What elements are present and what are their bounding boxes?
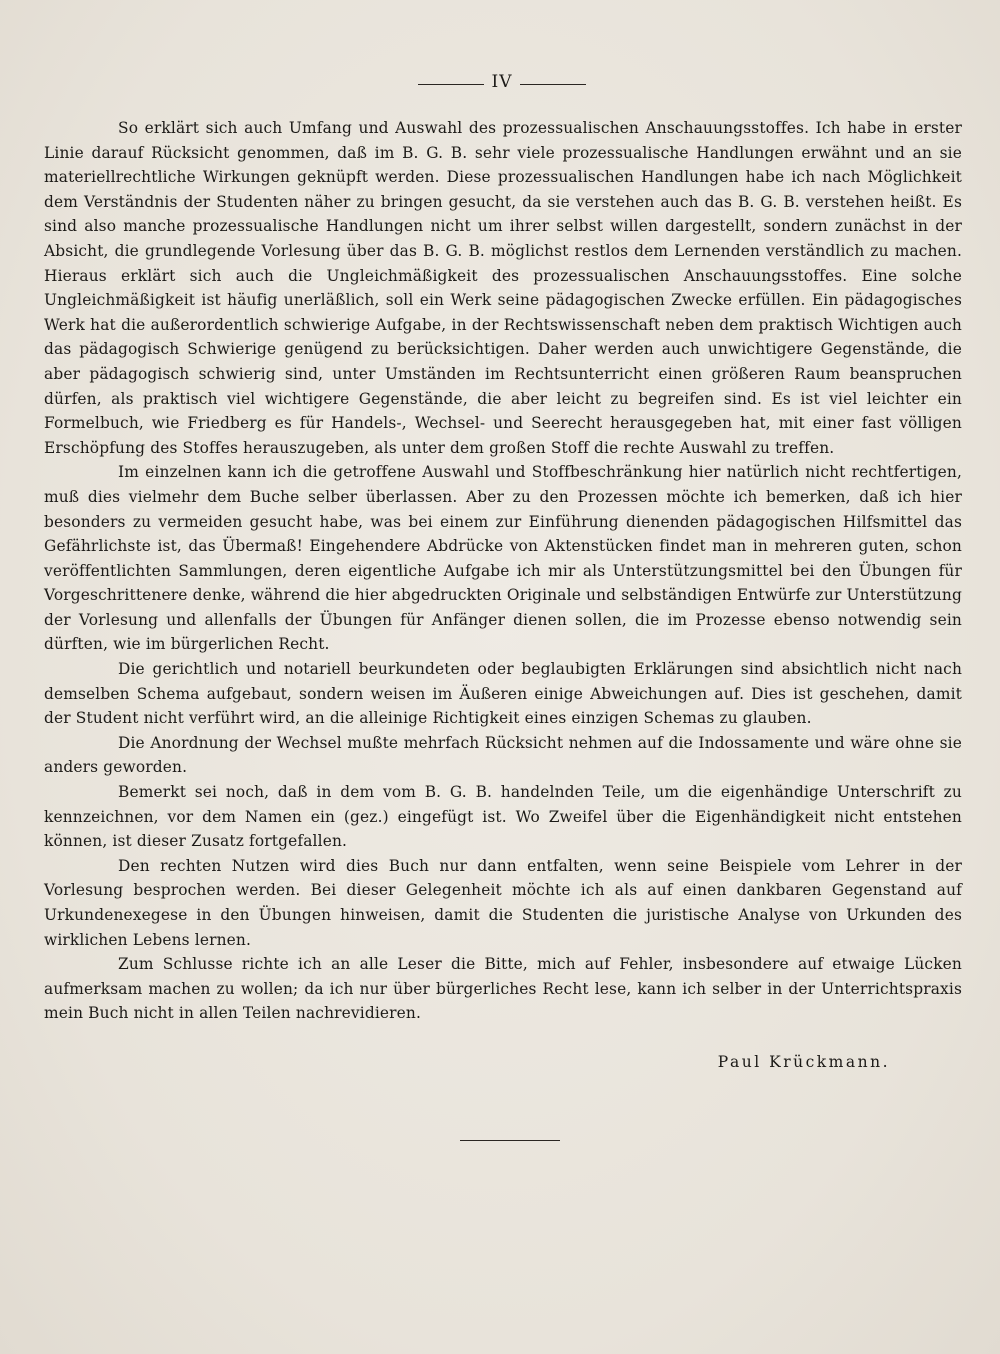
header-rule-left — [418, 84, 484, 85]
paragraph: Die gerichtlich und notariell beurkundeten oder beglaubigten Erklärungen sind absichtlich nicht nach demselben Schema aufgebaut, sondern weisen im Äußeren einige Abweichungen auf. Dies ist geschehen, damit der Student nicht verführt wird, an die alleinige Richtigkeit eines einzigen Schemas zu glauben. — [44, 660, 962, 728]
body-text — [44, 116, 962, 1026]
paragraph: Zum Schlusse richte ich an alle Leser die Bitte, mich auf Fehler, insbesondere auf etwaige Lücken aufmerksam machen zu wollen; da ich nur über bürgerliches Recht lese, kann ich selber in der Unterrichtspraxis mein Buch nicht in allen Teilen nachrevidieren. — [44, 955, 962, 1023]
page-number: IV — [491, 72, 513, 92]
paragraph: Bemerkt sei noch, daß in dem vom B. G. B. handelnden Teile, um die eigenhändige Unterschrift zu kennzeichnen, vor dem Namen ein (gez.) eingefügt ist. Wo Zweifel über die Eigenhändigkeit nicht entstehen können, ist dieser Zusatz fortgefallen. — [44, 783, 962, 851]
paragraph: Im einzelnen kann ich die getroffene Auswahl und Stoffbeschränkung hier natürlich nicht rechtfertigen, muß dies vielmehr dem Buche selber überlassen. Aber zu den Prozessen möchte ich bemerken, daß ich hier besonders zu vermeiden gesucht habe, was bei einem zur Einführung dienenden pädagogischen Hilfsmittel das Gefährlichste ist, das Übermaß! Eingehendere Abdrücke von Aktenstücken findet man in mehreren guten, schon veröffentlichten Sammlungen, deren eigentliche Aufgabe ich mir als Unterstützungsmittel bei den Übungen für Vorgeschrittenere denke, während die hier abgedruckten Originale und selbständigen Entwürfe zur Unterstützung der Vorlesung und allenfalls der Übungen für Anfänger dienen sollen, die im Prozesse ebenso notwendig sein dürften, wie im bürgerlichen Recht. — [44, 463, 962, 654]
paragraph: So erklärt sich auch Umfang und Auswahl des prozessualischen Anschauungsstoffes. Ich habe in erster Linie darauf Rücksicht genommen, daß im B. G. B. sehr viele prozessualische Handlungen erwähnt und an sie materiellrechtliche Wirkungen geknüpft werden. Diese prozessualischen Handlungen habe ich nach Möglichkeit dem Verständnis der Studenten näher zu bringen gesucht, da sie verstehen auch das B. G. B. verstehen heißt. Es sind also manche prozessualische Handlungen nicht um ihrer selbst willen dargestellt, sondern zunächst in der Absicht, die grundlegende Vorlesung über das B. G. B. möglichst restlos dem Lernenden verständlich zu machen. Hieraus erklärt sich auch die Ungleichmäßigkeit des prozessualischen Anschauungsstoffes. Eine solche Ungleichmäßigkeit ist häufig unerläßlich, soll ein Werk seine pädagogischen Zwecke erfüllen. Ein pädagogisches Werk hat die außerordentlich schwierige Aufgabe, in der Rechtswissenschaft neben dem praktisch Wichtigen auch das pädagogisch Schwierige genügend zu berücksichtigen. Daher werden auch unwichtigere Gegenstände, die aber pädagogisch schwierig sind, unter Umständen im Rechtsunterricht einen größeren Raum beanspruchen dürfen, als praktisch viel wichtigere Gegenstände, die aber leicht zu begreifen sind. Es ist viel leichter ein Formelbuch, wie Friedberg es für Handels-, Wechsel- und Seerecht herausgegeben hat, mit einer fast völligen Erschöpfung des Stoffes herauszugeben, als unter dem großen Stoff die rechte Auswahl zu treffen. — [44, 119, 962, 457]
closing-rule — [460, 1140, 560, 1141]
paragraph: Den rechten Nutzen wird dies Buch nur dann entfalten, wenn seine Beispiele vom Lehrer in der Vorlesung besprochen werden. Bei dieser Gelegenheit möchte ich als auf einen dankbaren Gegenstand auf Urkundenexegese in den Übungen hinweisen, damit die Studenten die juristische Analyse von Urkunden des wirklichen Lebens lernen. — [44, 856, 962, 949]
paragraph: Die Anordnung der Wechsel mußte mehrfach Rücksicht nehmen auf die Indossamente und wäre ohne sie anders geworden. — [44, 733, 962, 777]
header-rule-right — [520, 84, 586, 85]
page-header — [0, 72, 1000, 96]
author-signature: Paul Krückmann. — [717, 1053, 890, 1071]
